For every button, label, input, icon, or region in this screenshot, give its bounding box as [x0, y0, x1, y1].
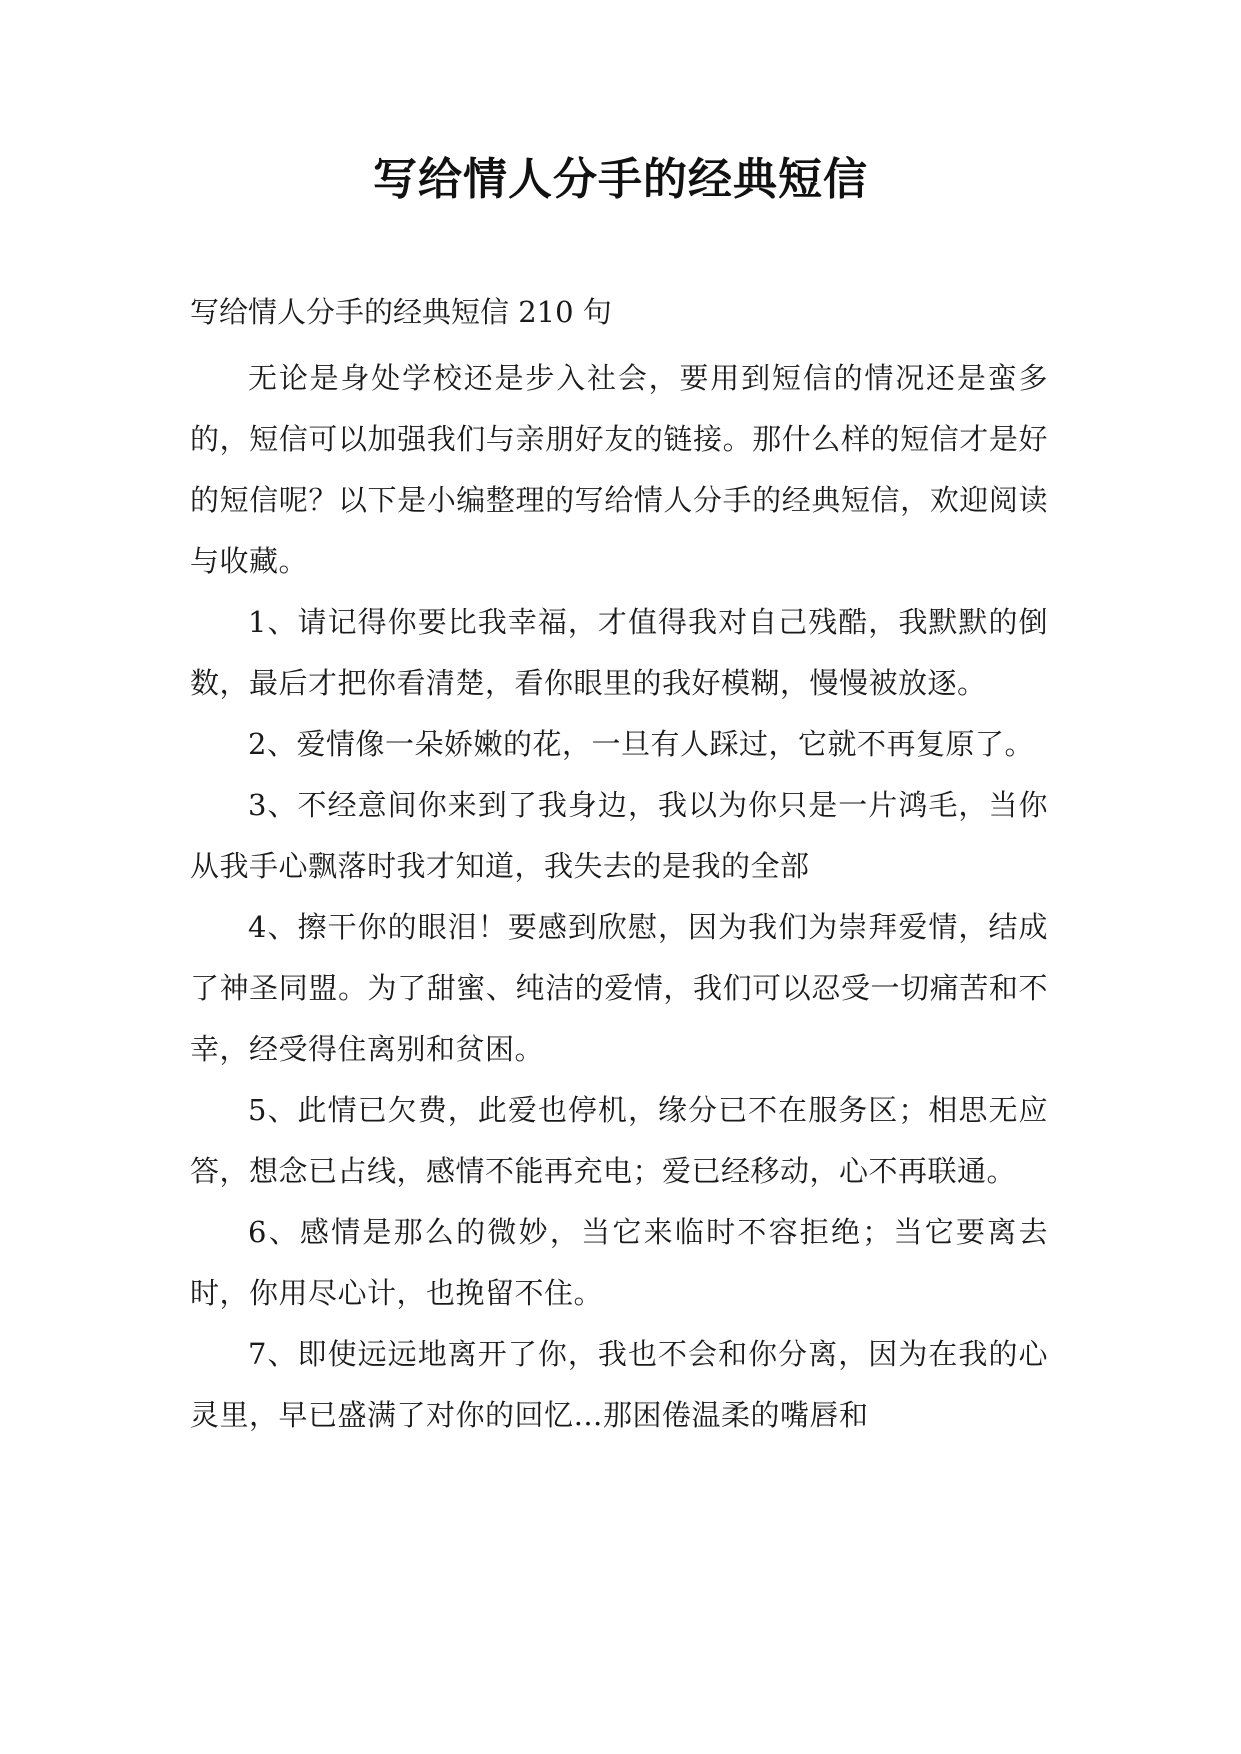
document-body: [190, 290, 1048, 1446]
intro-paragraph: 无论是身处学校还是步入社会，要用到短信的情况还是蛮多的，短信可以加强我们与亲朋好友的链接。那什么样的短信才是好的短信呢？以下是小编整理的写给情人分手的经典短信，欢迎阅读与收藏。: [190, 361, 1048, 578]
message-item-3: 3、不经意间你来到了我身边，我以为你只是一片鸿毛，当你从我手心飘落时我才知道，我失去的是我的全部: [190, 788, 1048, 883]
message-item-5: 5、此情已欠费，此爱也停机，缘分已不在服务区；相思无应答，想念已占线，感情不能再充电；爱已经移动，心不再联通。: [190, 1093, 1048, 1188]
page-title: 写给情人分手的经典短信: [373, 154, 868, 205]
message-item-4: 4、擦干你的眼泪！要感到欣慰，因为我们为崇拜爱情，结成了神圣同盟。为了甜蜜、纯洁的爱情，我们可以忍受一切痛苦和不幸，经受得住离别和贫困。: [190, 910, 1048, 1066]
message-item-1: 1、请记得你要比我幸福，才值得我对自己残酷，我默默的倒数，最后才把你看清楚，看你眼里的我好模糊，慢慢被放逐。: [190, 605, 1048, 700]
message-item-7: 7、即使远远地离开了你，我也不会和你分离，因为在我的心灵里，早已盛满了对你的回忆…那困倦温柔的嘴唇和: [190, 1337, 1048, 1432]
document-subtitle: 写给情人分手的经典短信 210 句: [190, 295, 612, 329]
message-item-6: 6、感情是那么的微妙，当它来临时不容拒绝；当它要离去时，你用尽心计，也挽留不住。: [190, 1215, 1048, 1310]
message-item-2: 2、爱情像一朵娇嫩的花，一旦有人踩过，它就不再复原了。: [248, 727, 1034, 761]
